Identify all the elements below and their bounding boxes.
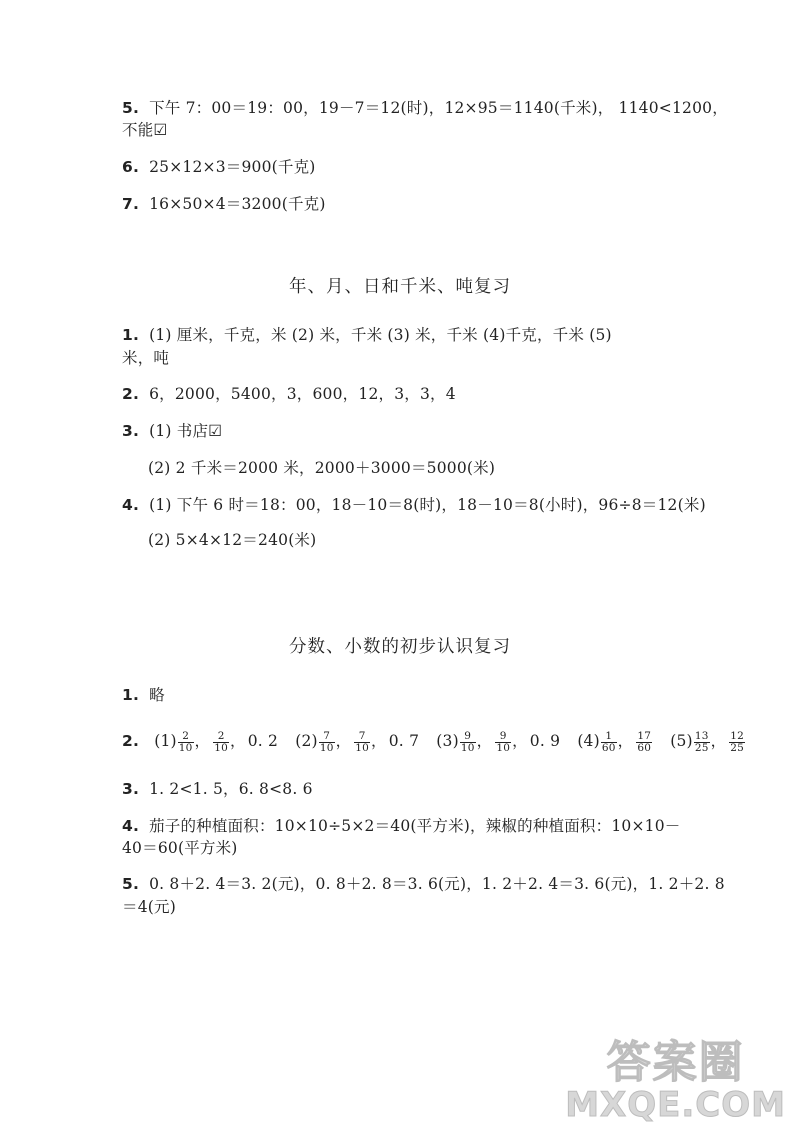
decimal-value: 0. 7 [388,732,420,750]
answer-text: 25×12×3＝900(千克) [149,158,316,176]
answer-3-part-2: (2) 2 千米＝2000 米，2000＋3000＝5000(米) [148,459,496,477]
fraction [495,731,511,754]
answer-7 [122,193,326,215]
section-title-time-length-mass: 年、月、日和千米、吨复习 [289,277,511,297]
answer-5-line-1 [122,873,725,895]
fraction [460,731,476,754]
answer-text: 6，2000，5400，3，600，12，3，3，4 [149,385,456,403]
question-number: 1. [122,686,140,704]
denominator: 10 [214,741,229,754]
question-number: 3. [122,422,140,440]
group-label: (4) [577,732,600,750]
numerator: 12 [730,729,745,742]
fraction [319,731,335,754]
denominator: 60 [637,741,652,754]
numerator: 17 [637,729,652,742]
answer-text: 下午 7：00＝19：00，19－7＝12(时)，12×95＝1140(千米)， 1140<1200， [149,99,728,117]
denominator: 10 [355,741,370,754]
group-label: (2) [295,732,318,750]
numerator: 2 [213,731,229,743]
denominator: 10 [319,741,334,754]
group-label: (3) [436,732,459,750]
fraction-group-5: (5) $\frac{13}{25}$ ， $\frac{12}{25}$ [670,729,745,754]
fraction [694,731,710,754]
denominator: 25 [694,741,709,754]
answer-text: (1) 厘米，千克，米 (2) 米，千米 (3) 米，千米 (4)千克，千米 (5) [149,326,612,344]
watermark-bottom-text: MXQE.COM [565,1085,786,1125]
answer-1-line-1 [122,324,612,346]
answer-2-fractions [122,730,746,754]
answer-5-line-2: 不能☑ [122,121,168,139]
numerator: 7 [354,731,370,743]
fraction [213,731,229,754]
answer-3 [122,778,313,800]
fraction-group-1: (1) $\frac{2}{10}$ ， $\frac{2}{10}$ ， 0. 2 [154,729,279,754]
question-number: 4. [122,817,140,835]
fraction [354,731,370,754]
numerator: 7 [319,731,335,743]
fraction-group-4: (4) $\frac{1}{60}$ ， $\frac{17}{60}$ [577,729,652,754]
numerator: 13 [694,729,709,742]
question-number: 5. [122,875,140,893]
fraction-group-3: (3) $\frac{9}{10}$ ， $\frac{9}{10}$ ， 0. 9 [436,729,561,754]
answer-4-part-2: (2) 5×4×12＝240(米) [148,531,317,549]
question-number: 7. [122,195,140,213]
denominator: 25 [730,741,745,754]
numerator: 2 [178,731,194,743]
answer-text: (1) 下午 6 时＝18：00，18－10＝8(时)，18－10＝8(小时)，96÷8＝12(米) [149,496,706,514]
watermark-logo [565,1039,786,1123]
decimal-value: 0. 9 [529,732,561,750]
question-number: 1. [122,326,140,344]
group-label: (5) [670,732,693,750]
answer-text: (1) 书店☑ [149,422,223,440]
answer-1 [122,684,165,706]
question-number: 4. [122,496,140,514]
answer-1-line-2: 米，吨 [122,349,170,367]
fraction [636,731,652,754]
question-number: 3. [122,780,140,798]
question-number: 5. [122,99,140,117]
answer-2 [122,383,456,405]
answer-3-part-1 [122,420,222,442]
decimal-value: 0. 2 [247,732,279,750]
numerator: 1 [601,731,617,743]
answer-text: 0. 8＋2. 4＝3. 2(元)，0. 8＋2. 8＝3. 6(元)，1. 2＋2. 4＝3. 6(元)，1. 2＋2. 8 [149,875,725,893]
answer-text: 略 [149,686,165,704]
numerator: 9 [460,731,476,743]
fraction [601,731,617,754]
fraction-group-2: (2) $\frac{7}{10}$ ， $\frac{7}{10}$ ， 0. 7 [295,729,420,754]
numerator: 9 [495,731,511,743]
answer-text: 茄子的种植面积：10×10÷5×2＝40(平方米)，辣椒的种植面积：10×10－ [149,817,681,835]
answer-4-line-1 [122,815,680,837]
fraction [178,731,194,754]
watermark-top-text: 答案圈 [606,1037,745,1088]
denominator: 10 [178,741,193,754]
section-title-fractions-decimals: 分数、小数的初步认识复习 [289,637,511,657]
answer-4-line-2: 40＝60(平方米) [122,839,238,857]
group-label: (1) [154,732,177,750]
question-number: 6. [122,158,140,176]
denominator: 60 [601,741,616,754]
answer-5-line-2: ＝4(元) [122,898,176,916]
denominator: 10 [460,741,475,754]
answer-text: 1. 2<1. 5，6. 8<8. 6 [149,780,313,798]
answer-4-part-1 [122,494,706,516]
question-number: 2. [122,385,140,403]
answer-text: 16×50×4＝3200(千克) [149,195,326,213]
denominator: 10 [496,741,511,754]
answer-6 [122,156,316,178]
answer-5-line-1 [122,97,728,119]
fraction [729,731,745,754]
question-number: 2. [122,732,140,750]
